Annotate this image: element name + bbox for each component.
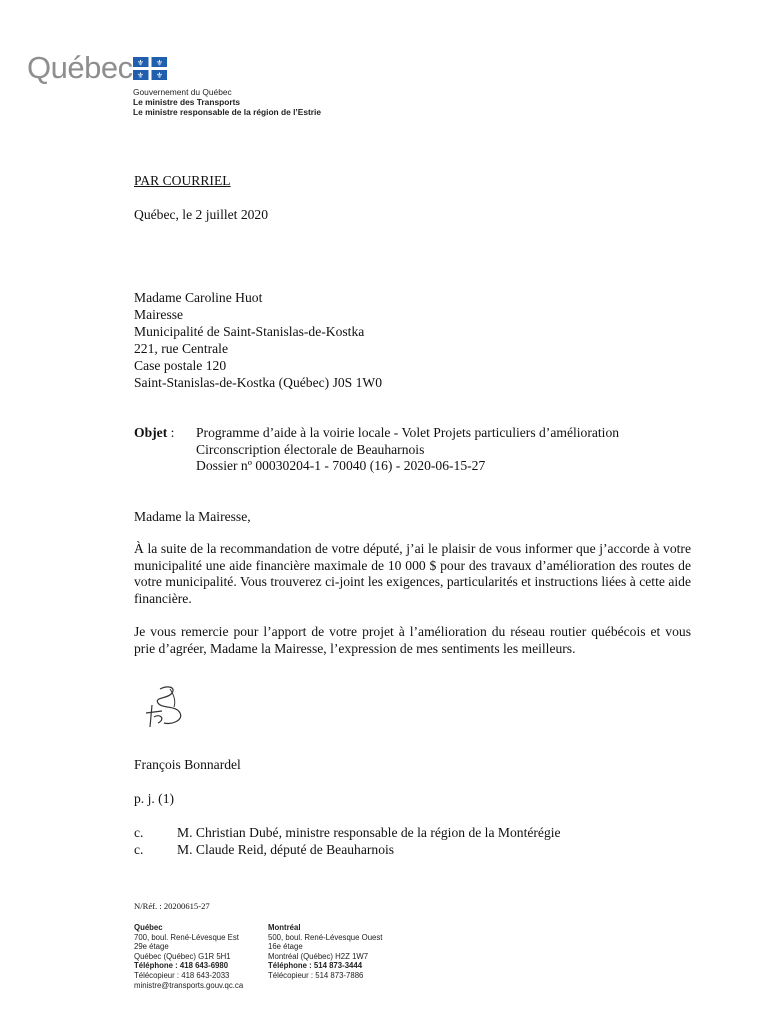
body-paragraph-2: Je vous remercie pour l’apport de votre projet à l’amélioration du réseau routier québécois et vous prie d’agréer, Madame la Mairesse, l’expression de mes sentiments les meilleurs. [134,624,691,656]
svg-text:⚜: ⚜ [136,58,145,68]
cc-line: M. Claude Reid, député de Beauharnois [177,842,395,857]
recipient-line: 221, rue Centrale [134,341,228,356]
signatory-name: François Bonnardel [134,757,241,772]
footer-quebec-email[interactable]: ministre@transports.gouv.qc.ca [134,980,244,990]
footer-quebec-line: 29e étage [134,942,169,952]
recipient-address [134,289,382,391]
object-line: Circonscription électorale de Beauharnois [196,441,425,457]
object-label-separator: : [167,425,175,440]
letterhead-lines [133,87,321,117]
enclosure-note: p. j. (1) [134,791,175,806]
footer-quebec-line: 700, boul. René-Lévesque Est [134,932,239,942]
footer-quebec-fax: Télécopieur : 418 643-2033 [134,970,230,980]
footer-montreal-line: 16e étage [268,942,303,952]
letter-date: Québec, le 2 juillet 2020 [134,207,269,222]
recipient-line: Madame Caroline Huot [134,290,263,305]
svg-text:⚜: ⚜ [136,71,145,80]
reference-number: N/Réf. : 20200615-27 [134,901,210,911]
footer-montreal-title: Montréal [268,923,301,932]
footer-montreal [268,923,382,981]
quebec-logo-text: Québec [27,50,133,85]
footer-montreal-line: Montréal (Québec) H2Z 1W7 [268,951,369,961]
object-line: Dossier nº 00030204-1 - 70040 (16) - 2020-06-15-27 [196,458,486,473]
cc-label: c. c. [134,825,144,857]
object-label-text: Objet [134,425,168,440]
recipient-line: Municipalité de Saint-Stanislas-de-Kostka [134,324,365,339]
footer-montreal-line: 500, boul. René-Lévesque Ouest [268,932,383,942]
recipient-line: Saint-Stanislas-de-Kostka (Québec) J0S 1W0 [134,375,383,390]
delivery-method: PAR COURRIEL [134,173,231,188]
svg-text:⚜: ⚜ [155,58,164,68]
svg-text:⚜: ⚜ [155,71,164,80]
recipient-line: Mairesse [134,307,184,322]
recipient-line: Case postale 120 [134,358,227,373]
letterhead-line-gov: Gouvernement du Québec [133,87,232,97]
footer-montreal-fax: Télécopieur : 514 873-7886 [268,970,364,980]
quebec-flag-icon [133,57,167,80]
footer-quebec-line: Québec (Québec) G1R 5H1 [134,951,231,961]
footer-quebec-title: Québec [134,923,163,932]
body-paragraph-1: À la suite de la recommandation de votre député, j’ai le plaisir de vous informer que j’accorde à votre municipalité une aide financière maximale de 10 000 $ pour des travaux d’amélioration des routes de votre municipalité. Vous trouverez ci-joint les exigences, particularités et instructions liées à cette aide financière. [134,541,691,606]
salutation: Madame la Mairesse, [134,509,251,524]
object-label [134,425,174,442]
footer-quebec [134,923,243,990]
cc-line: M. Christian Dubé, ministre responsable de la région de la Montérégie [177,825,561,840]
letterhead-line-minister: Le ministre des Transports [133,97,241,107]
footer-quebec-phone: Téléphone : 418 643-6980 [134,961,229,971]
object-line: Programme d’aide à la voirie locale - Volet Projets particuliers d’amélioration [196,425,620,440]
footer-montreal-phone: Téléphone : 514 873-3444 [268,961,363,971]
signature-image [140,683,200,731]
letterhead-line-region: Le ministre responsable de la région de l’Estrie [133,107,322,117]
